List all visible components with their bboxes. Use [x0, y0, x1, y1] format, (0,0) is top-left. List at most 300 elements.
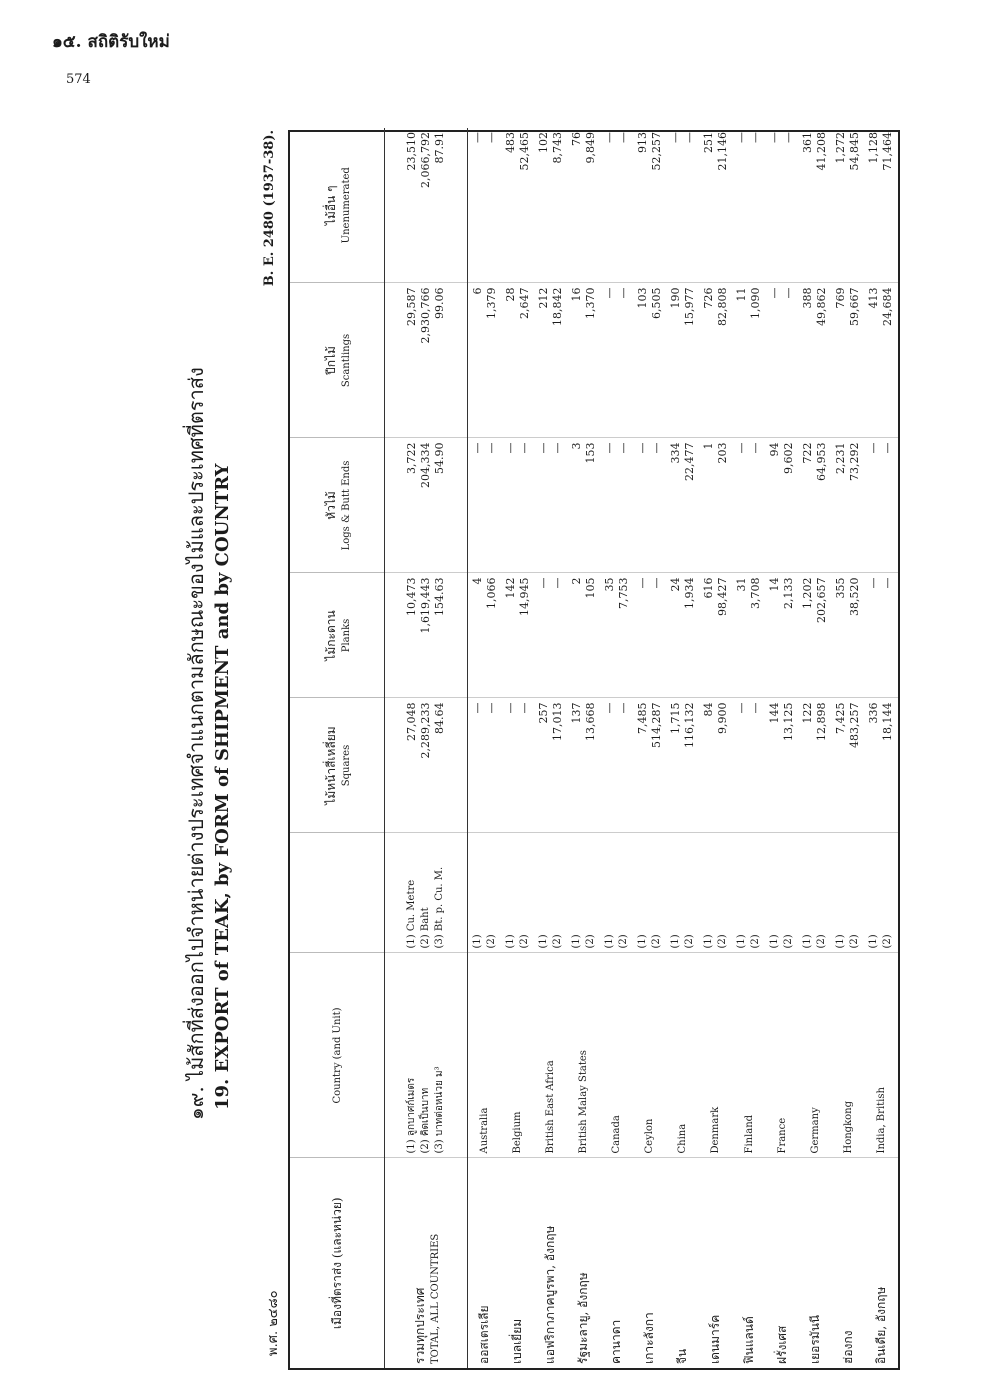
unit-marker-2: (2) — [849, 934, 861, 949]
cell-logs — [633, 438, 666, 573]
cell-value: — — [682, 132, 696, 143]
cell-planks — [766, 573, 799, 698]
cell-planks — [567, 573, 600, 698]
page-number: 574 — [66, 72, 91, 87]
cell-value: — — [635, 442, 649, 454]
table-header-row — [290, 128, 385, 1368]
total-unenumerated: 23,510 2,066,792 87.91 — [385, 128, 468, 283]
col-planks: ไม้กะดาน Planks — [290, 573, 385, 698]
table-frame — [288, 130, 900, 1370]
cell-value: 14 — [768, 577, 782, 592]
cell-squares — [799, 698, 832, 833]
cell-value: 334 — [668, 442, 682, 464]
table-row — [600, 128, 633, 1368]
cell-value: 15,977 — [682, 287, 696, 326]
cell-value: — — [735, 442, 749, 454]
cell-squares — [733, 698, 766, 833]
unit-marker-2: (2) — [683, 934, 695, 949]
cell-value: 38,520 — [848, 577, 862, 616]
country-eng: France — [766, 953, 799, 1158]
country-eng: British East Africa — [534, 953, 567, 1158]
country-thai: จีน — [675, 1348, 690, 1364]
cell-scant — [832, 283, 865, 438]
cell-value: — — [735, 132, 749, 143]
unit-marker-2: (2) — [485, 934, 497, 949]
cell-value: 9,849 — [583, 132, 597, 164]
cell-value: — — [484, 132, 498, 143]
unit-marker-2: (2) — [716, 934, 728, 949]
total-label: รวมทุกประเทศ TOTAL, ALL COUNTRIES — [385, 1158, 468, 1368]
cell-value: — — [768, 132, 782, 143]
cell-unen — [799, 128, 832, 283]
cell-value: — — [470, 702, 484, 714]
title-english: 19. EXPORT of TEAK, by FORM of SHIPMENT and by COUNTRY — [212, 463, 233, 1110]
unit-marker-1: (1) — [702, 934, 714, 949]
unit-marker-1: (1) — [504, 934, 516, 949]
cell-value: — — [484, 442, 498, 454]
cell-value: 203 — [715, 442, 729, 464]
cell-value: 7,425 — [834, 702, 848, 734]
table-row — [766, 128, 799, 1368]
cell-value: 54,845 — [848, 132, 862, 171]
cell-unen — [600, 128, 633, 283]
cell-value: 9,602 — [782, 442, 796, 474]
cell-value: 13,668 — [583, 702, 597, 741]
unit-marker-1: (1) — [570, 934, 582, 949]
cell-value: 2,231 — [834, 442, 848, 474]
cell-value: 3 — [569, 442, 583, 450]
table-row — [534, 128, 567, 1368]
cell-logs — [600, 438, 633, 573]
cell-value: 12,898 — [815, 702, 829, 741]
cell-squares — [865, 698, 898, 833]
cell-value: — — [550, 442, 564, 454]
cell-value: 251 — [701, 132, 715, 153]
cell-value: — — [782, 287, 796, 299]
cell-value: 483 — [503, 132, 517, 153]
cell-value: 94 — [768, 442, 782, 457]
cell-value: 6 — [470, 287, 484, 295]
cell-logs — [865, 438, 898, 573]
unit-markers — [766, 833, 799, 953]
cell-value: 726 — [701, 287, 715, 309]
cell-value: 142 — [503, 577, 517, 599]
table-row — [501, 128, 534, 1368]
cell-scant — [733, 283, 766, 438]
cell-value: 31 — [735, 577, 749, 592]
cell-value: 4 — [470, 577, 484, 585]
cell-value: 388 — [801, 287, 815, 309]
total-squares: 27,048 2,289,233 84.64 — [385, 698, 468, 833]
cell-value: 336 — [867, 702, 881, 724]
cell-planks — [633, 573, 666, 698]
unit-marker-2: (2) — [650, 934, 662, 949]
country-thai: เกาะลังกา — [642, 1312, 657, 1364]
country-eng: Canada — [600, 953, 633, 1158]
country-eng: Hongkong — [832, 953, 865, 1158]
cell-value: 2 — [569, 577, 583, 585]
cell-unen — [733, 128, 766, 283]
country-thai: รัฐมะลายู, อังกฤษ — [576, 1272, 591, 1364]
cell-value: 3,708 — [749, 577, 763, 609]
table-row — [567, 128, 600, 1368]
country-eng: Belgium — [501, 953, 534, 1158]
cell-scant — [534, 283, 567, 438]
cell-scant — [468, 283, 502, 438]
rotated-table-page — [150, 130, 910, 1370]
table-row — [865, 128, 898, 1368]
cell-planks — [699, 573, 732, 698]
country-thai: อินเดีย, อังกฤษ — [873, 1286, 888, 1364]
unit-markers — [468, 833, 502, 953]
unit-markers — [534, 833, 567, 953]
table-row — [799, 128, 832, 1368]
unit-markers — [501, 833, 534, 953]
table-row — [633, 128, 666, 1368]
cell-value: 137 — [569, 702, 583, 724]
cell-value: 722 — [801, 442, 815, 464]
cell-unen — [501, 128, 534, 283]
unit-marker-1: (1) — [636, 934, 648, 949]
cell-value: — — [484, 702, 498, 714]
country-eng: Australia — [468, 953, 502, 1158]
cell-value: 1 — [701, 442, 715, 450]
unit-marker-1: (1) — [802, 934, 814, 949]
cell-value: 1,379 — [484, 287, 498, 319]
cell-value: 122 — [801, 702, 815, 724]
cell-squares — [600, 698, 633, 833]
cell-squares — [534, 698, 567, 833]
unit-marker-1: (1) — [471, 934, 483, 949]
unit-marker-1: (1) — [669, 934, 681, 949]
cell-unen — [766, 128, 799, 283]
year-thai: พ.ศ. ๒๔๘๐ — [266, 1290, 281, 1356]
country-eng: China — [666, 953, 699, 1158]
cell-value: — — [616, 132, 630, 143]
unit-markers — [832, 833, 865, 953]
cell-squares — [501, 698, 534, 833]
cell-squares — [699, 698, 732, 833]
cell-value: 769 — [834, 287, 848, 309]
cell-scant — [799, 283, 832, 438]
cell-value: — — [867, 577, 881, 589]
table-row — [666, 128, 699, 1368]
cell-value: 355 — [834, 577, 848, 599]
country-thai: ออสเตรเลีย — [477, 1305, 492, 1364]
unit-marker-2: (2) — [882, 934, 894, 949]
cell-value: — — [616, 442, 630, 454]
unit-marker-1: (1) — [835, 934, 847, 949]
cell-unen — [832, 128, 865, 283]
unit-marker-2: (2) — [816, 934, 828, 949]
cell-planks — [733, 573, 766, 698]
cell-value: — — [649, 577, 663, 589]
cell-scant — [766, 283, 799, 438]
cell-value: 13,125 — [782, 702, 796, 741]
title-thai: ๑๙. ไม้สักที่ส่งออกไปจำหน่ายต่างประเทศจำแนกตามลักษณะของไม้และประเทศที่ตราส่ง — [184, 367, 208, 1120]
country-thai: เยอรมันนี — [807, 1314, 822, 1364]
unit-markers — [666, 833, 699, 953]
total-scantlings: 29,587 2,930,766 99.06 — [385, 283, 468, 438]
cell-value: — — [649, 442, 663, 454]
cell-value: — — [768, 287, 782, 299]
country-eng: Finland — [733, 953, 766, 1158]
cell-value: — — [602, 702, 616, 714]
cell-value: 483,257 — [848, 702, 862, 748]
total-units: (1) ลูกบาศก์เมตร (2) คิดเป็นบาท (3) บาทต่อหน่วย ม³ — [385, 953, 468, 1158]
col-country-thai: เมืองที่ตราส่ง (และหน่วย) — [290, 1158, 385, 1368]
unit-marker-2: (2) — [617, 934, 629, 949]
cell-value: 153 — [583, 442, 597, 464]
cell-planks — [799, 573, 832, 698]
cell-value: 103 — [635, 287, 649, 309]
cell-squares — [633, 698, 666, 833]
country-thai: คานาดา — [609, 1319, 624, 1364]
unit-markers — [799, 833, 832, 953]
cell-value: 616 — [701, 577, 715, 599]
year-english: B. E. 2480 (1937-38). — [262, 130, 277, 287]
cell-value: — — [782, 132, 796, 143]
cell-value: — — [602, 287, 616, 299]
cell-scant — [699, 283, 732, 438]
cell-planks — [865, 573, 898, 698]
cell-value: 49,862 — [815, 287, 829, 326]
cell-value: 144 — [768, 702, 782, 724]
cell-logs — [567, 438, 600, 573]
cell-value: 105 — [583, 577, 597, 599]
cell-value: — — [635, 577, 649, 589]
unit-marker-1: (1) — [537, 934, 549, 949]
cell-value: — — [867, 442, 881, 454]
cell-value: 1,272 — [834, 132, 848, 164]
cell-value: 35 — [602, 577, 616, 592]
cell-value: 18,842 — [550, 287, 564, 326]
country-thai: แอฟริกาภาคบูรพา, อังกฤษ — [543, 1225, 558, 1364]
country-thai: ฮ่องกง — [840, 1330, 855, 1364]
cell-unen — [699, 128, 732, 283]
cell-scant — [567, 283, 600, 438]
cell-value: 41,208 — [815, 132, 829, 171]
col-unit — [290, 833, 385, 953]
cell-planks — [832, 573, 865, 698]
cell-value: — — [517, 442, 531, 454]
cell-value: 913 — [635, 132, 649, 153]
cell-value: 22,477 — [682, 442, 696, 481]
cell-scant — [865, 283, 898, 438]
cell-planks — [534, 573, 567, 698]
cell-value: — — [749, 442, 763, 454]
cell-scant — [501, 283, 534, 438]
cell-value: 73,292 — [848, 442, 862, 481]
cell-planks — [600, 573, 633, 698]
country-thai: ฟินแลนด์ — [741, 1316, 756, 1364]
cell-scant — [633, 283, 666, 438]
cell-scant — [666, 283, 699, 438]
col-country-eng: Country (and Unit) — [290, 953, 385, 1158]
cell-value: 514,287 — [649, 702, 663, 748]
cell-value: — — [517, 702, 531, 714]
cell-value: — — [503, 702, 517, 714]
cell-logs — [501, 438, 534, 573]
unit-marker-2: (2) — [518, 934, 530, 949]
cell-logs — [468, 438, 502, 573]
unit-marker-2: (2) — [783, 934, 795, 949]
cell-value: 21,146 — [715, 132, 729, 171]
unit-marker-2: (2) — [584, 934, 596, 949]
cell-value: 14,945 — [517, 577, 531, 616]
cell-value: — — [503, 442, 517, 454]
unit-markers — [567, 833, 600, 953]
unit-markers — [733, 833, 766, 953]
cell-value: 202,657 — [815, 577, 829, 623]
cell-value: 212 — [536, 287, 550, 309]
cell-value: 116,132 — [682, 702, 696, 748]
unit-marker-1: (1) — [868, 934, 880, 949]
page-header: ๑๕. สถิติรับใหม่ — [52, 32, 170, 52]
export-table — [290, 128, 898, 1368]
cell-unen — [633, 128, 666, 283]
cell-value: 7,753 — [616, 577, 630, 609]
unit-markers — [699, 833, 732, 953]
cell-value: — — [749, 132, 763, 143]
cell-value: — — [668, 132, 682, 143]
total-units-eng: (1) Cu. Metre (2) Baht (3) Bt. p. Cu. M. — [385, 833, 468, 953]
cell-logs — [666, 438, 699, 573]
cell-value: 190 — [668, 287, 682, 309]
unit-markers — [865, 833, 898, 953]
cell-value: 8,743 — [550, 132, 564, 164]
cell-value: 24,684 — [881, 287, 895, 326]
country-eng: Ceylon — [633, 953, 666, 1158]
cell-value: — — [536, 442, 550, 454]
cell-value: — — [881, 442, 895, 454]
cell-value: 1,370 — [583, 287, 597, 319]
cell-value: 17,013 — [550, 702, 564, 741]
cell-value: 59,667 — [848, 287, 862, 326]
country-eng: Germany — [799, 953, 832, 1158]
cell-logs — [699, 438, 732, 573]
total-logs: 3,722 204,334 54.90 — [385, 438, 468, 573]
unit-markers — [600, 833, 633, 953]
country-eng: Denmark — [699, 953, 732, 1158]
cell-unen — [534, 128, 567, 283]
cell-value: — — [735, 702, 749, 714]
col-scantlings: ปีกไม้ Scantlings — [290, 283, 385, 438]
cell-value: — — [550, 577, 564, 589]
cell-unen — [865, 128, 898, 283]
country-thai: ฝรั่งเศส — [774, 1325, 789, 1364]
cell-value: 52,465 — [517, 132, 531, 171]
table-row — [699, 128, 732, 1368]
cell-squares — [666, 698, 699, 833]
unit-marker-1: (1) — [769, 934, 781, 949]
table-row — [468, 128, 502, 1368]
cell-value: — — [881, 577, 895, 589]
cell-value: 413 — [867, 287, 881, 309]
unit-marker-2: (2) — [750, 934, 762, 949]
cell-value: — — [616, 702, 630, 714]
country-thai: เบลเยี่ยม — [510, 1318, 525, 1364]
cell-value: 2,647 — [517, 287, 531, 319]
cell-value: 76 — [569, 132, 583, 146]
country-thai: เดนมาร์ค — [708, 1314, 723, 1364]
table-row — [832, 128, 865, 1368]
cell-planks — [501, 573, 534, 698]
cell-value: 1,128 — [867, 132, 881, 164]
total-planks: 10,473 1,619,443 154.63 — [385, 573, 468, 698]
cell-value: 257 — [536, 702, 550, 724]
cell-value: — — [470, 442, 484, 454]
cell-value: — — [602, 442, 616, 454]
cell-squares — [766, 698, 799, 833]
cell-squares — [832, 698, 865, 833]
cell-value: — — [616, 287, 630, 299]
cell-value: 16 — [569, 287, 583, 302]
cell-logs — [733, 438, 766, 573]
cell-value: 2,133 — [782, 577, 796, 609]
cell-value: 18,144 — [881, 702, 895, 741]
cell-value: 1,715 — [668, 702, 682, 734]
cell-value: 6,505 — [649, 287, 663, 319]
col-unenumerated: ไม้อื่น ๆ Unenumerated — [290, 128, 385, 283]
unit-marker-1: (1) — [736, 934, 748, 949]
cell-value: 1,202 — [801, 577, 815, 609]
cell-squares — [468, 698, 502, 833]
table-row — [733, 128, 766, 1368]
cell-value: 1,090 — [749, 287, 763, 319]
cell-value: — — [470, 132, 484, 143]
cell-logs — [534, 438, 567, 573]
cell-scant — [600, 283, 633, 438]
cell-value: 7,485 — [635, 702, 649, 734]
cell-logs — [832, 438, 865, 573]
unit-markers — [633, 833, 666, 953]
cell-unen — [666, 128, 699, 283]
cell-value: 1,934 — [682, 577, 696, 609]
cell-logs — [799, 438, 832, 573]
cell-value: 71,464 — [881, 132, 895, 171]
cell-planks — [468, 573, 502, 698]
cell-value: 1,066 — [484, 577, 498, 609]
cell-value: 361 — [801, 132, 815, 153]
cell-value: 52,257 — [649, 132, 663, 171]
cell-value: — — [602, 132, 616, 143]
total-row — [385, 128, 468, 1368]
cell-value: 11 — [735, 287, 749, 302]
cell-value: — — [749, 702, 763, 714]
cell-value: 98,427 — [715, 577, 729, 616]
country-eng: British Malay States — [567, 953, 600, 1158]
cell-unen — [468, 128, 502, 283]
unit-marker-1: (1) — [603, 934, 615, 949]
country-eng: India, British — [865, 953, 898, 1158]
cell-logs — [766, 438, 799, 573]
cell-planks — [666, 573, 699, 698]
cell-value: 24 — [668, 577, 682, 592]
cell-unen — [567, 128, 600, 283]
cell-value: 102 — [536, 132, 550, 153]
cell-value: 64,953 — [815, 442, 829, 481]
cell-squares — [567, 698, 600, 833]
col-squares: ไม้หน้าสี่เหลี่ยม Squares — [290, 698, 385, 833]
cell-value: — — [536, 577, 550, 589]
col-logs: หัวไม้ Logs & Butt Ends — [290, 438, 385, 573]
unit-marker-2: (2) — [551, 934, 563, 949]
cell-value: 84 — [701, 702, 715, 717]
cell-value: 82,808 — [715, 287, 729, 326]
cell-value: 28 — [503, 287, 517, 302]
cell-value: 9,900 — [715, 702, 729, 734]
